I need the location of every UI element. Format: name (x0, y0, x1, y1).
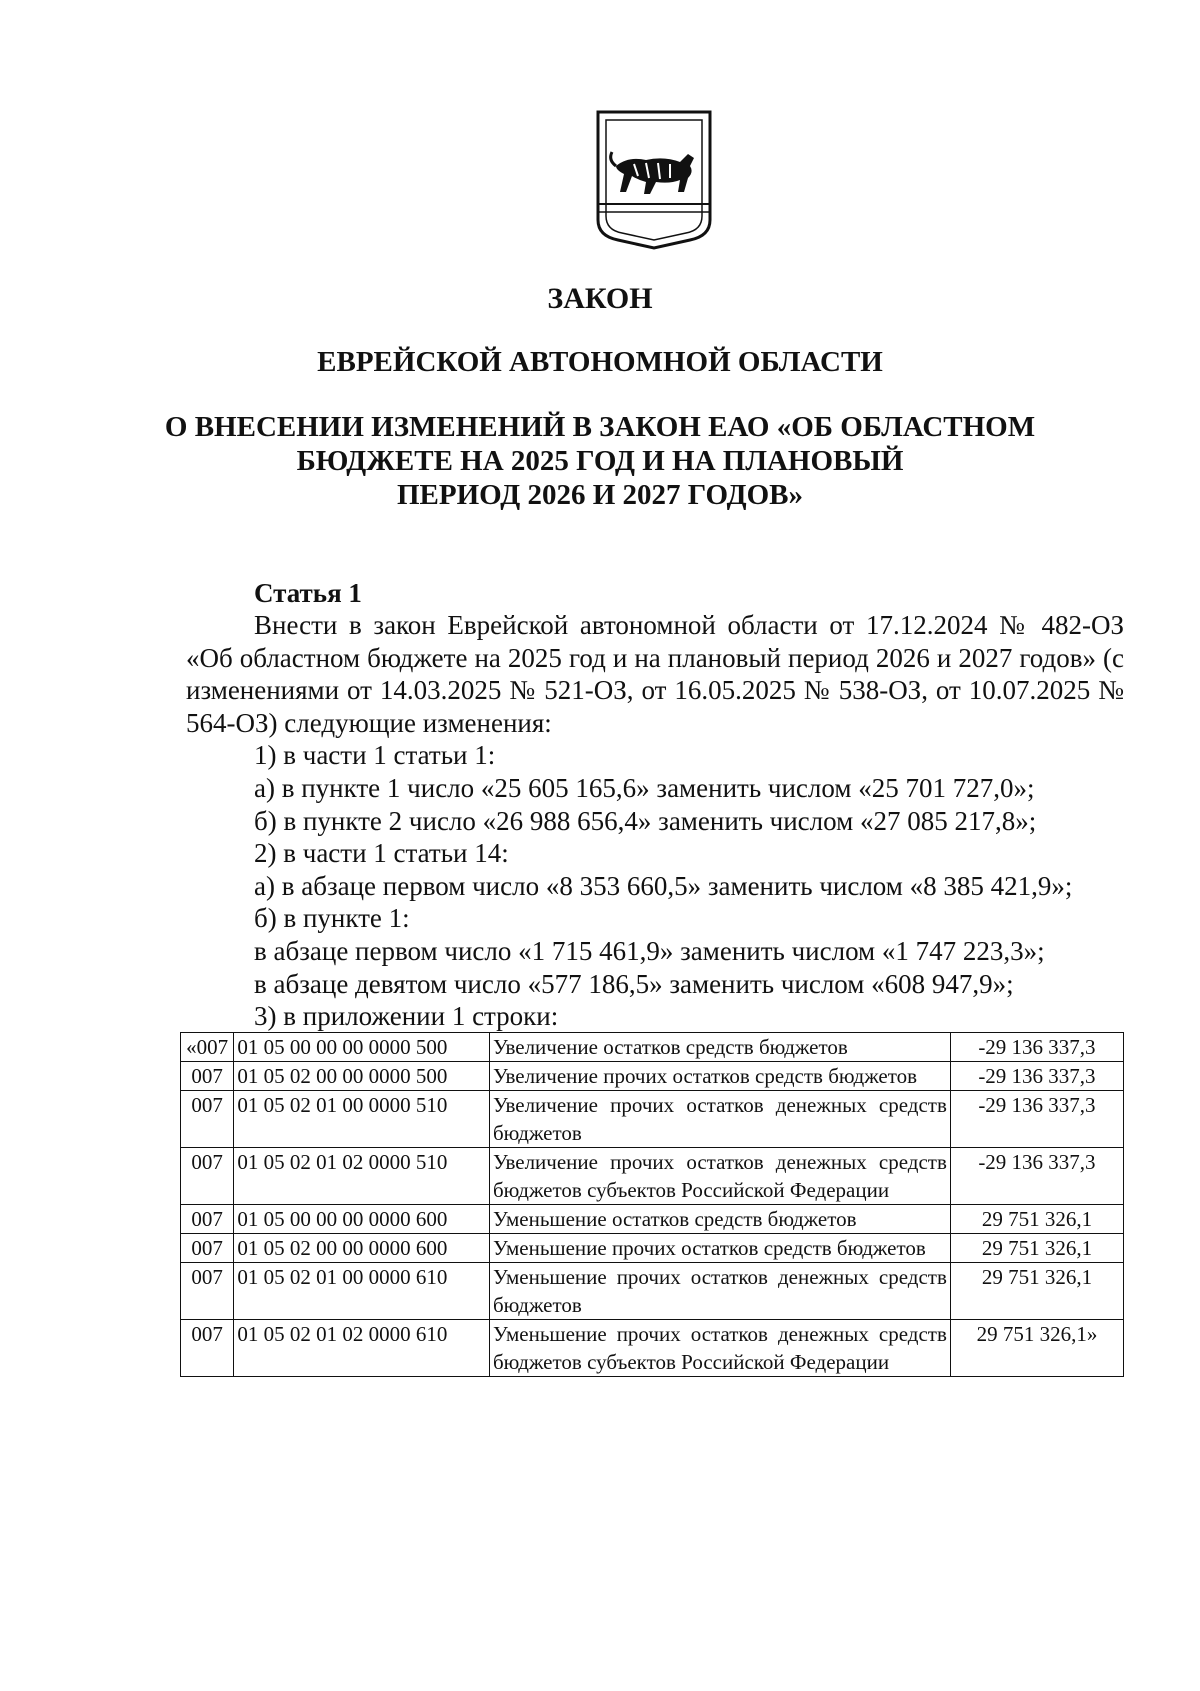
tiger-coat-of-arms-icon (594, 108, 714, 254)
table-row (181, 1033, 1124, 1062)
amendment-item: а) в абзаце первом число «8 353 660,5» заменить числом «8 385 421,9»; (254, 870, 1073, 901)
budget-sources-table (180, 1032, 1124, 1377)
table-row (181, 1205, 1124, 1234)
source-name-cell: Увеличение прочих остатков средств бюджетов (489, 1062, 950, 1091)
amendment-item: б) в пункте 1: (254, 903, 410, 934)
kbk-code-cell: 01 05 02 00 00 0000 500 (234, 1062, 490, 1091)
kbk-code-cell: 01 05 02 01 02 0000 510 (234, 1148, 490, 1205)
kbk-code-cell: 01 05 02 01 00 0000 510 (234, 1091, 490, 1148)
admin-code-cell: «007 (181, 1033, 234, 1062)
source-name-cell: Увеличение прочих остатков денежных средств бюджетов (489, 1091, 950, 1148)
admin-code-cell: 007 (181, 1091, 234, 1148)
table-row (181, 1234, 1124, 1263)
admin-code-cell: 007 (181, 1148, 234, 1205)
admin-code-cell: 007 (181, 1320, 234, 1377)
amendment-item: 3) в приложении 1 строки: (254, 1001, 559, 1032)
kbk-code-cell: 01 05 00 00 00 0000 500 (234, 1033, 490, 1062)
law-title-line: ПЕРИОД 2026 И 2027 ГОДОВ» (397, 479, 803, 511)
article-heading: Статья 1 (254, 578, 362, 608)
source-name-cell: Уменьшение прочих остатков денежных средств бюджетов (489, 1263, 950, 1320)
table-row (181, 1148, 1124, 1205)
table-row (181, 1263, 1124, 1320)
intro-paragraph: Внести в закон Еврейской автономной области от 17.12.2024 № 482-ОЗ «Об областном бюджете на 2025 год и на плановый период 2026 и 2027 годов» (с изменениями от 14.03.2025 № 521-ОЗ, от 16.05.2025 № 538-ОЗ, от 10.07.2025 № 564-ОЗ) следующие изменения: (186, 610, 1124, 738)
source-name-cell: Уменьшение остатков средств бюджетов (489, 1205, 950, 1234)
amendment-item: б) в пункте 2 число «26 988 656,4» заменить числом «27 085 217,8»; (254, 805, 1037, 836)
admin-code-cell: 007 (181, 1062, 234, 1091)
source-name-cell: Уменьшение прочих остатков денежных средств бюджетов субъектов Российской Федерации (489, 1320, 950, 1377)
kbk-code-cell: 01 05 00 00 00 0000 600 (234, 1205, 490, 1234)
law-title-line: О ВНЕСЕНИИ ИЗМЕНЕНИЙ В ЗАКОН ЕАО «ОБ ОБЛАСТНОМ (164, 411, 1036, 443)
source-name-cell: Увеличение остатков средств бюджетов (489, 1033, 950, 1062)
amendment-item: 2) в части 1 статьи 14: (254, 838, 509, 869)
admin-code-cell: 007 (181, 1263, 234, 1320)
table-row (181, 1320, 1124, 1377)
law-title (0, 410, 1200, 512)
admin-code-cell: 007 (181, 1234, 234, 1263)
amount-cell: 29 751 326,1 (950, 1263, 1123, 1320)
amendment-item: 1) в части 1 статьи 1: (254, 740, 496, 771)
table-row (181, 1091, 1124, 1148)
amount-cell: -29 136 337,3 (950, 1091, 1123, 1148)
law-label: ЗАКОН (547, 282, 653, 315)
admin-code-cell: 007 (181, 1205, 234, 1234)
amount-cell: 29 751 326,1 (950, 1234, 1123, 1263)
amendment-item: в абзаце девятом число «577 186,5» заменить числом «608 947,9»; (254, 968, 1014, 999)
kbk-code-cell: 01 05 02 01 02 0000 610 (234, 1320, 490, 1377)
amount-cell: -29 136 337,3 (950, 1033, 1123, 1062)
amount-cell: -29 136 337,3 (950, 1062, 1123, 1091)
amendment-item: а) в пункте 1 число «25 605 165,6» заменить числом «25 701 727,0»; (254, 772, 1035, 803)
amendment-item: в абзаце первом число «1 715 461,9» заменить числом «1 747 223,3»; (254, 935, 1045, 966)
amount-cell: 29 751 326,1 (950, 1205, 1123, 1234)
law-title-line: БЮДЖЕТЕ НА 2025 ГОД И НА ПЛАНОВЫЙ (296, 445, 904, 477)
kbk-code-cell: 01 05 02 00 00 0000 600 (234, 1234, 490, 1263)
kbk-code-cell: 01 05 02 01 00 0000 610 (234, 1263, 490, 1320)
amount-cell: -29 136 337,3 (950, 1148, 1123, 1205)
table-row (181, 1062, 1124, 1091)
region-name: ЕВРЕЙСКОЙ АВТОНОМНОЙ ОБЛАСТИ (317, 346, 883, 378)
amount-cell: 29 751 326,1» (950, 1320, 1123, 1377)
article-body (186, 609, 1124, 1033)
source-name-cell: Увеличение прочих остатков денежных средств бюджетов субъектов Российской Федерации (489, 1148, 950, 1205)
source-name-cell: Уменьшение прочих остатков средств бюджетов (489, 1234, 950, 1263)
